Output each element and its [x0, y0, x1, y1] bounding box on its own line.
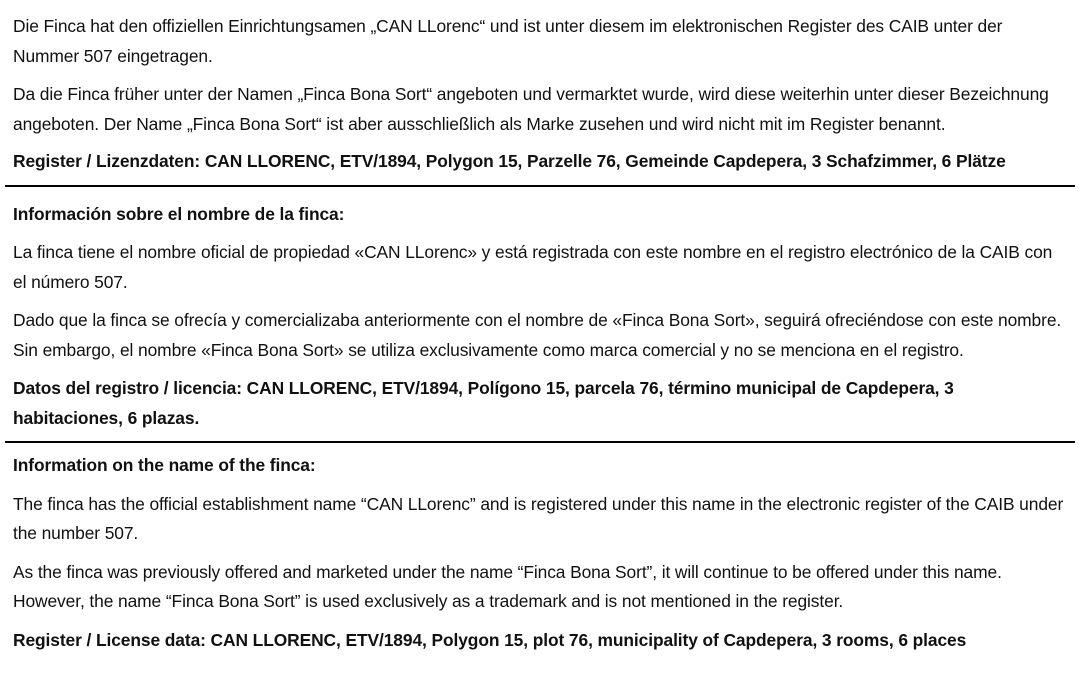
spanish-paragraph-1: La finca tiene el nombre oficial de propiedad «CAN LLorenc» y está registrada con este nombre en el registro electrónico de la CAIB con el número 507.: [13, 242, 1053, 292]
spanish-register-data: Datos del registro / licencia: CAN LLORENC, ETV/1894, Polígono 15, parcela 76, término municipal de Capdepera, 3 habitaciones, 6 plazas.: [13, 378, 954, 428]
german-register-data: Register / Lizenzdaten: CAN LLORENC, ETV/1894, Polygon 15, Parzelle 76, Gemeinde Capdepera, 3 Schafzimmer, 6 Plätze: [13, 151, 1006, 171]
english-section: [0, 443, 1080, 655]
spanish-heading: Información sobre el nombre de la finca:: [13, 203, 345, 224]
spanish-paragraph-2: Dado que la finca se ofrecía y comercializaba anteriormente con el nombre de «Finca Bona Sort», seguirá ofreciéndose con este nombre. Sin embargo, el nombre «Finca Bona Sort» se utiliza exclusivamente como marca comercial y no se menciona en el registro.: [13, 310, 1062, 360]
german-section: [0, 0, 1080, 177]
english-paragraph-2: As the finca was previously offered and marketed under the name “Finca Bona Sort”, it will continue to be offered under this name. However, the name “Finca Bona Sort” is used exclusively as a trademark and is not mentioned in the register.: [13, 561, 1002, 611]
german-paragraph-2: Da die Finca früher unter der Namen „Finca Bona Sort“ angeboten und vermarktet wurde, wird diese weiterhin unter dieser Bezeichnung angeboten. Der Name „Finca Bona Sort“ ist aber ausschließlich als Marke zusehen und wird nicht mit im Register benannt.: [13, 84, 1049, 134]
english-paragraph-1: The finca has the official establishment name “CAN LLorenc” and is registered under this name in the electronic register of the CAIB under the number 507.: [13, 493, 1064, 543]
german-paragraph-1: Die Finca hat den offiziellen Einrichtungsamen „CAN LLorenc“ und ist unter diesem im elektronischen Register des CAIB unter der Nummer 507 eingetragen.: [13, 16, 1003, 66]
spanish-section: [0, 187, 1080, 434]
english-register-data: Register / License data: CAN LLORENC, ETV/1894, Polygon 15, plot 76, municipality of Capdepera, 3 rooms, 6 places: [13, 629, 967, 650]
english-heading: Information on the name of the finca:: [13, 455, 316, 475]
